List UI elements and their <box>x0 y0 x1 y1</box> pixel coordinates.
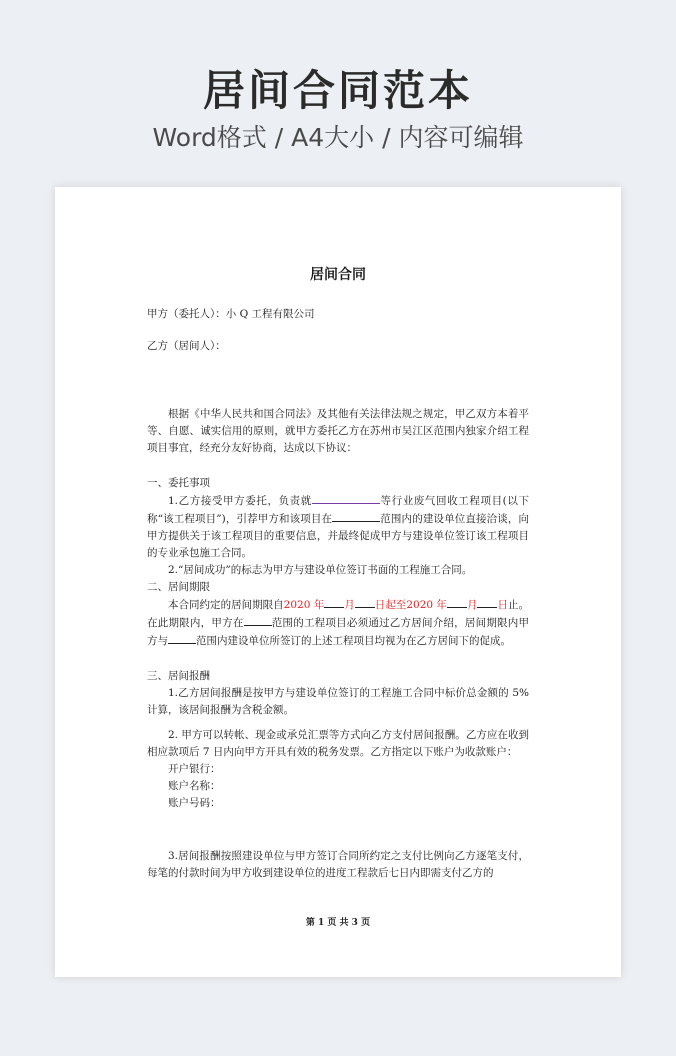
section-3-clause-1: 1.乙方居间报酬是按甲方与建设单位签订的工程施工合同中标价总金额的 5%计算，该居间报酬为含税金额。 <box>147 687 529 716</box>
end-year: 2020 年 <box>406 599 447 611</box>
page-title: 居间合同范本 <box>202 66 473 115</box>
section-1-clause-2: 2.“居间成功”的标志为甲方与建设单位签订书面的工程施工合同。 <box>168 564 473 576</box>
section-1-heading: 一、委托事项 <box>147 477 210 489</box>
account-number-label: 账户号码： <box>168 797 221 809</box>
section-1-clause-1 <box>147 492 529 562</box>
section-2-heading: 二、居间期限 <box>147 581 210 593</box>
clause-text: 止。在此期限内，甲方在 <box>147 599 530 629</box>
blank-field[interactable] <box>168 632 196 644</box>
start-day: 日起至 <box>374 599 407 611</box>
page-subtitle: Word格式 / A4大小 / 内容可编辑 <box>152 123 524 152</box>
section-3-clause-2: 2. 甲方可以转帐、现金或承兑汇票等方式向乙方支付居间报酬。乙方应在收到相应款项后 7 日内向甲方开具有效的税务发票。乙方指定以下账户为收款账户： <box>147 729 529 758</box>
bank-label: 开户银行： <box>168 763 221 775</box>
page-footer: 第 1 页 共 3 页 <box>305 918 371 928</box>
blank-field[interactable] <box>447 596 467 608</box>
section-3-clause-3: 3.居间报酬按照建设单位与甲方签订合同所约定之支付比例向乙方逐笔支付，每笔的付款时间为甲方收到建设单位的进度工程款后七日内即需支付乙方的 <box>147 850 529 879</box>
party-b: 乙方（居间人）： <box>147 340 226 352</box>
document-page <box>55 187 621 977</box>
intro-paragraph: 根据《中华人民共和国合同法》及其他有关法律法规之规定，甲乙双方本着平等、自愿、诚实信用的原则，就甲方委托乙方在苏州市吴江区范围内独家介绍工程项目事宜，经充分友好协商，达成以下协议： <box>147 408 529 454</box>
account-name-label: 账户名称： <box>168 780 221 792</box>
contract-title: 居间合同 <box>310 267 366 283</box>
section-3-heading: 三、居间报酬 <box>147 670 210 682</box>
blank-field[interactable] <box>477 596 497 608</box>
section-2-clause <box>147 596 529 650</box>
clause-text: 范围内的建设单位直接洽谈，向甲方提供关于该工程项目的重要信息，并最终促成甲方与建设单位签订该工程项目的专业承包施工合同。 <box>147 513 529 559</box>
end-month: 月 <box>466 599 478 611</box>
blank-field[interactable] <box>355 596 375 608</box>
party-a: 甲方（委托人）：小 Q 工程有限公司 <box>147 308 315 320</box>
clause-text: 本合同约定的居间期限自 <box>168 599 284 611</box>
document-body <box>147 267 529 882</box>
clause-text: 范围内建设单位所签订的上述工程项目均视为在乙方居间下的促成。 <box>196 635 511 647</box>
clause-text: 1.乙方接受甲方委托，负责就 <box>168 495 312 507</box>
end-day: 日 <box>497 599 509 611</box>
clause-text: 范围的工程项目必须通过乙方居间介绍，居间期限内甲方与 <box>147 617 530 647</box>
blank-field[interactable] <box>312 492 380 504</box>
start-month: 月 <box>344 599 355 611</box>
start-year: 2020 年 <box>283 599 325 611</box>
blank-field[interactable] <box>332 510 380 522</box>
blank-field[interactable] <box>244 614 272 626</box>
clause-text: 等行业废气回收工程项目(以下称“该工程项目”)，引荐甲方和该项目在 <box>147 495 529 525</box>
blank-field[interactable] <box>324 596 344 608</box>
